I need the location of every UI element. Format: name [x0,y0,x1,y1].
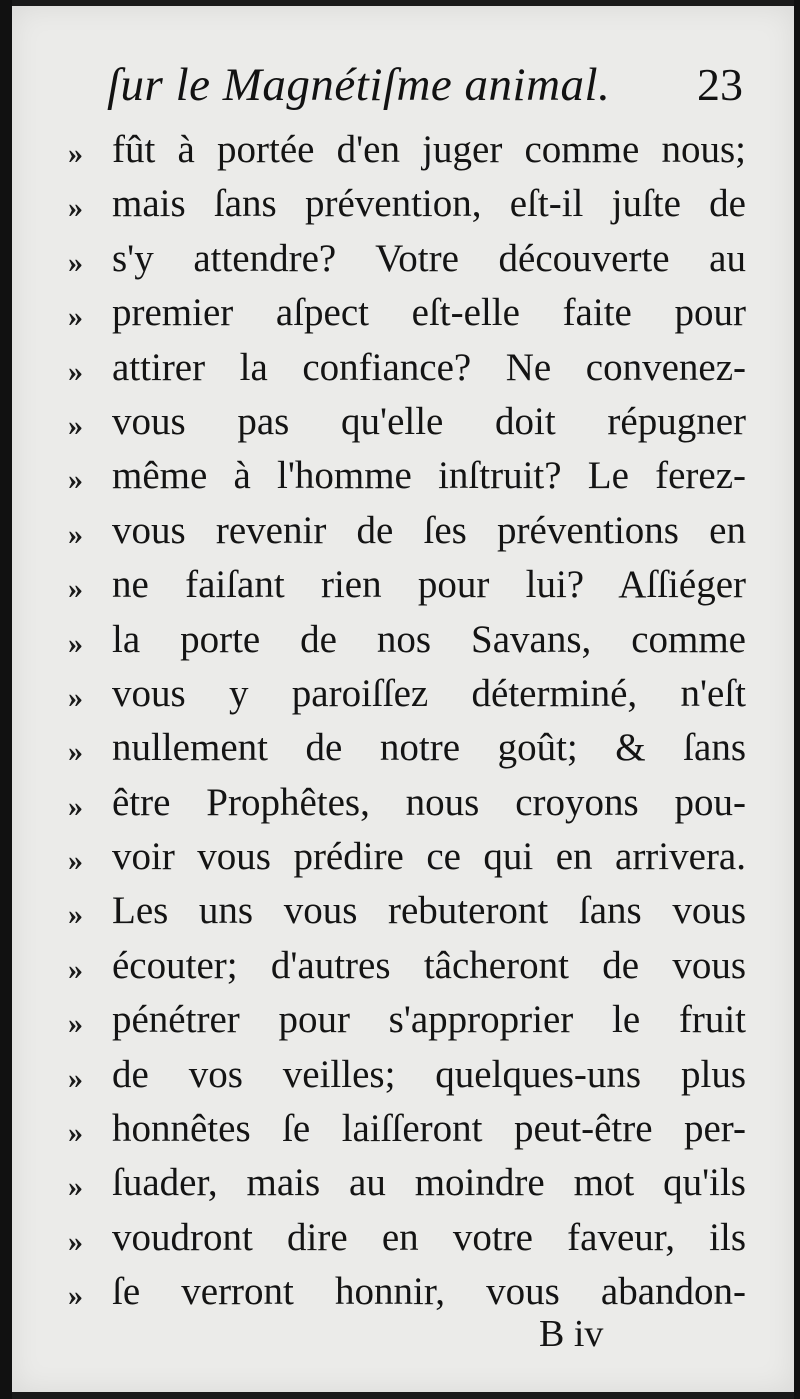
line-text: fût à portée d'en juger comme nous; [112,128,746,171]
text-line [68,558,758,612]
text-line [68,613,758,667]
quote-mark: » [68,1007,83,1041]
quote-mark: » [68,1116,83,1150]
text-line [68,939,758,993]
text-line [68,884,758,938]
quote-mark: » [68,517,83,551]
text-line [68,1048,758,1102]
quote-mark: » [68,245,83,279]
text-line [68,123,758,177]
text-line [68,177,758,231]
quote-mark: » [68,300,83,334]
quote-mark: » [68,626,83,660]
line-text: vous pas qu'elle doit répugner [112,399,746,443]
text-line [68,1156,758,1210]
line-text: être Prophêtes, nous croyons pou- [112,780,746,824]
text-line [68,721,758,775]
quote-mark: » [68,898,83,932]
signature-mark: B iv [539,1313,604,1355]
line-text: mais ſans prévention, eſt-il juſte de [112,182,746,226]
text-line [68,1211,758,1265]
line-text: vous revenir de ſes préventions en [112,508,746,552]
text-line [68,1102,758,1156]
quote-mark: » [68,463,83,497]
book-page [12,6,794,1392]
line-text: ſuader, mais au moindre mot qu'ils [112,1161,746,1205]
quote-mark: » [68,408,83,442]
text-line [68,667,758,721]
quote-mark: » [68,354,83,388]
line-text: la porte de nos Savans, comme [112,617,746,661]
line-text: s'y attendre? Votre découverte au [112,236,746,280]
text-line [68,395,758,449]
quote-mark: » [68,572,83,606]
quote-mark: » [68,844,83,878]
line-text: voir vous prédire ce qui en arrivera. [112,835,746,879]
quote-mark: » [68,137,83,170]
quote-mark: » [68,1279,83,1313]
text-line [68,449,758,503]
quote-mark: » [68,735,83,769]
line-text: vous y paroiſſez déterminé, n'eſt [112,671,746,715]
line-text: voudront dire en votre faveur, ils [112,1215,746,1259]
text-line [68,286,758,340]
quote-mark: » [68,1224,83,1258]
line-text: même à l'homme inſtruit? Le ferez- [112,454,746,498]
line-text: écouter; d'autres tâcheront de vous [112,943,746,987]
quote-mark: » [68,1170,83,1204]
scan-left-edge [0,0,12,1399]
text-line [68,504,758,558]
line-text: ſe verront honnir, vous abandon- [112,1270,746,1314]
body-text [68,123,758,1320]
quote-mark: » [68,191,83,225]
text-line [68,1265,758,1319]
line-text: nullement de notre goût; & ſans [112,726,746,770]
text-line [68,830,758,884]
quote-mark: » [68,1061,83,1095]
quote-mark: » [68,680,83,714]
scan-right-edge [794,0,800,1399]
page-number: 23 [697,59,743,110]
quote-mark: » [68,789,83,823]
text-line [68,341,758,395]
page-header [107,52,747,122]
text-line [68,776,758,830]
line-text: Les uns vous rebuteront ſans vous [112,889,746,933]
quote-mark: » [68,952,83,986]
line-text: de vos veilles; quelques-uns plus [112,1052,746,1096]
line-text: premier aſpect eſt-elle faite pour [112,291,746,335]
text-line [68,993,758,1047]
text-line [68,232,758,286]
line-text: attirer la confiance? Ne convenez- [112,345,746,389]
line-text: pénétrer pour s'approprier le fruit [112,998,746,1042]
running-title: ſur le Magnétiſme animal. [107,59,611,111]
line-text: ne faiſant rien pour lui? Aſſiéger [112,563,746,607]
line-text: honnêtes ſe laiſſeront peut-être per- [112,1107,746,1151]
